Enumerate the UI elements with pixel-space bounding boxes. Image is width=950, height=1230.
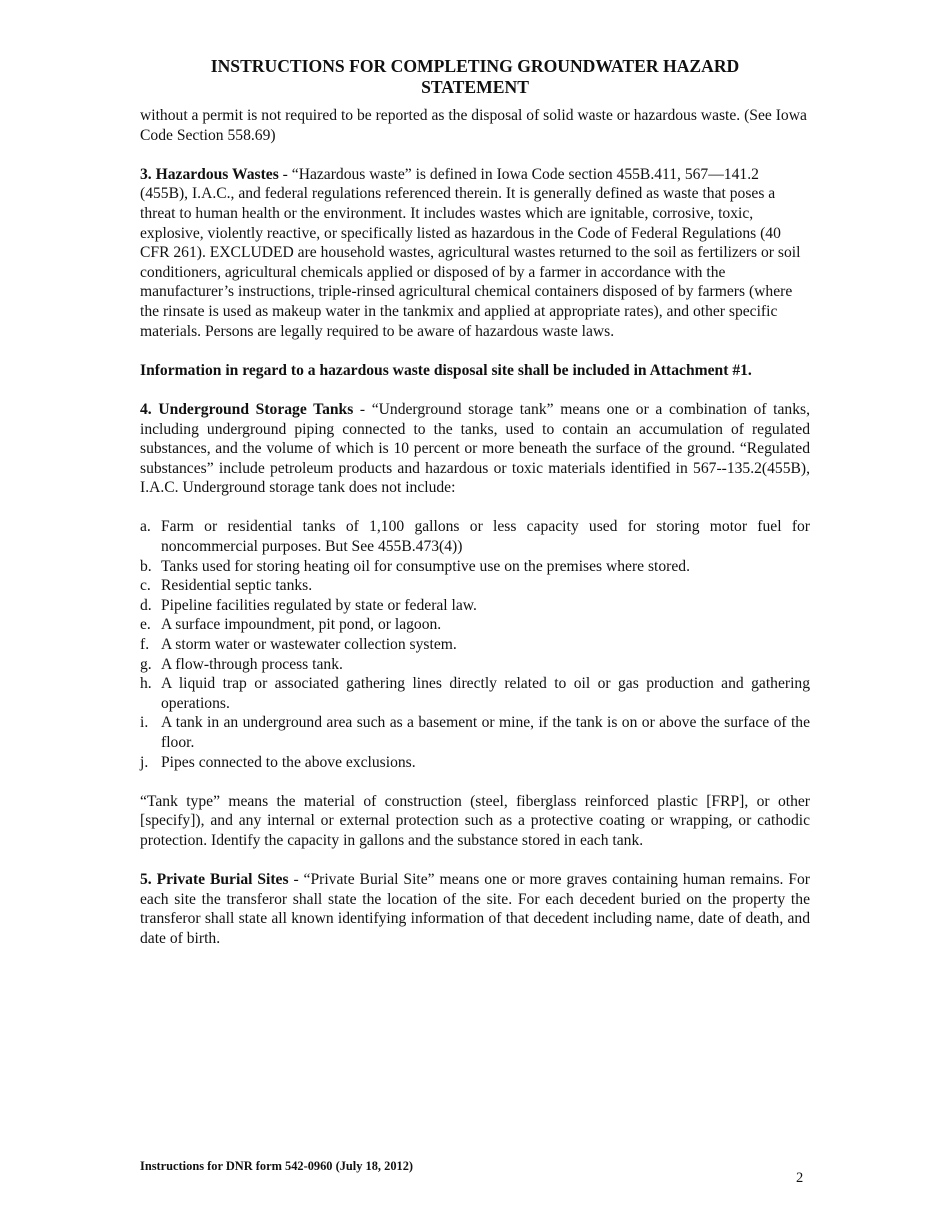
list-marker: d.	[140, 596, 152, 614]
list-marker: a.	[140, 518, 151, 536]
list-item-text: Residential septic tanks.	[161, 577, 313, 595]
list-item	[140, 615, 810, 635]
document-page	[140, 56, 810, 968]
list-marker: i.	[140, 714, 149, 732]
list-marker: c.	[140, 577, 151, 595]
list-item	[140, 753, 810, 773]
section-5-body: - “Private Burial Site” means one or more graves containing human remains. For each site the transferor shall state the location of the site. For each decedent buried on the property the transferor shall state all known identifying information of that decedent including name, date of death, and date of birth.	[140, 871, 810, 947]
list-item-text: A tank in an underground area such as a basement or mine, if the tank is on or above the surface of the floor.	[161, 714, 810, 751]
list-item	[140, 635, 810, 655]
section-5-heading: 5. Private Burial Sites	[140, 871, 289, 889]
section-3-note	[140, 361, 810, 381]
intro-paragraph: without a permit is not required to be reported as the disposal of solid waste or hazardous waste. (See Iowa Code Section 558.69)	[140, 107, 807, 144]
list-item	[140, 517, 810, 556]
exclusions-list	[140, 517, 810, 772]
title-line-2: STATEMENT	[421, 77, 529, 97]
list-marker: b.	[140, 557, 152, 575]
section-3-paragraph	[140, 165, 810, 341]
section-4-paragraph	[140, 400, 810, 498]
page-number: 2	[796, 1170, 804, 1186]
footer-form-label: Instructions for DNR form 542-0960 (July 18, 2012)	[140, 1159, 414, 1173]
section-3-body: - “Hazardous waste” is defined in Iowa Code section 455B.411, 567—141.2 (455B), I.A.C., and federal regulations referenced therein. It is generally defined as waste that poses a threat to human health or the environment. It includes wastes which are ignitable, corrosive, toxic, explosive, violently reactive, or specifically listed as hazardous in the Code of Federal Regulations (40 CFR 261). EXCLUDED are household wastes, agricultural wastes returned to the soil as fertilizers or soil conditioners, agricultural chemicals applied or disposed of by a farmer in accordance with the manufacturer’s instructions, triple-rinsed agricultural chemical containers disposed of by farmers (where the rinsate is used as makeup water in the tankmix and applied at appropriate rates), and other specific materials. Persons are legally required to be aware of hazardous waste laws.	[140, 165, 801, 340]
list-item-text: A flow-through process tank.	[161, 655, 343, 673]
section-4-heading: 4. Underground Storage Tanks	[140, 400, 354, 418]
list-item	[140, 655, 810, 675]
list-item-text: A liquid trap or associated gathering lines directly related to oil or gas production and gathering operations.	[161, 675, 810, 712]
section-3-heading: 3. Hazardous Wastes	[140, 165, 279, 183]
list-item-text: Pipes connected to the above exclusions.	[161, 753, 416, 771]
list-marker: g.	[140, 655, 152, 673]
list-item	[140, 596, 810, 616]
list-item-text: A storm water or wastewater collection system.	[161, 636, 457, 654]
list-item	[140, 674, 810, 713]
list-marker: e.	[140, 616, 151, 634]
list-item-text: Tanks used for storing heating oil for consumptive use on the premises where stored.	[161, 557, 690, 575]
list-marker: j.	[140, 753, 149, 771]
list-item-text: Farm or residential tanks of 1,100 gallons or less capacity used for storing motor fuel for noncommercial purposes. But See 455B.473(4))	[161, 518, 810, 556]
tank-type-paragraph: “Tank type” means the material of construction (steel, fiberglass reinforced plastic [FRP], or other [specify]), and any internal or external protection such as a protective coating or wrapping, or cathodic protection. Identify the capacity in gallons and the substance stored in each tank.	[140, 792, 810, 849]
list-item	[140, 713, 810, 752]
section-3-note-text: Information in regard to a hazardous waste disposal site shall be included in Attachment #1.	[140, 361, 752, 379]
list-item-text: A surface impoundment, pit pond, or lagoon.	[161, 616, 442, 634]
list-marker: f.	[140, 636, 150, 654]
section-4-body: - “Underground storage tank” means one or a combination of tanks, including underground piping connected to the tanks, used to contain an accumulation of regulated substances, and the volume of which is 10 percent or more beneath the surface of the ground. “Regulated substances” include petroleum products and hazardous or toxic materials identified in 567--135.2(455B), I.A.C. Underground storage tank does not include:	[140, 400, 810, 497]
list-marker: h.	[140, 675, 152, 693]
section-5-paragraph	[140, 870, 810, 948]
list-item-text: Pipeline facilities regulated by state or federal law.	[161, 596, 477, 614]
page-title	[140, 56, 810, 98]
title-line-1: INSTRUCTIONS FOR COMPLETING GROUNDWATER HAZARD	[210, 56, 740, 76]
list-item	[140, 576, 810, 596]
list-item	[140, 557, 810, 577]
